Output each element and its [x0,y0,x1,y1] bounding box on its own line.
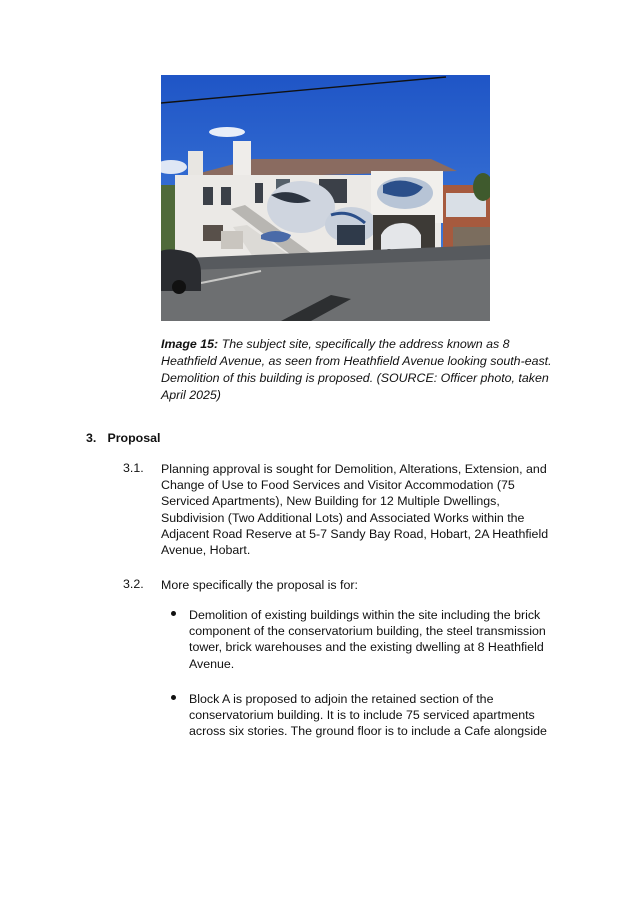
paragraph-number: 3.1. [123,461,144,475]
bullet-item: Block A is proposed to adjoin the retained section of the conservatorium building. It is to include 75 serviced apartments across six stories. The ground floor is to include a Cafe alongside [189,692,547,739]
paragraph-text: More specifically the proposal is for: [161,578,358,592]
site-photo [161,75,490,321]
bullet-item: Demolition of existing buildings within the site including the brick component of the conservatorium building, the steel transmission tower, brick warehouses and the existing dwelling at 8 Heathfield Avenue. [189,608,546,671]
paragraph-number: 3.2. [123,577,144,591]
paragraph-text: Planning approval is sought for Demolition, Alterations, Extension, and Change of Use to Food Services and Visitor Accommodation (75 Serviced Apartments), New Building for 12 Multiple Dwellings, Subdivision (Two Additional Lots) and Associated Works within the Adjacent Road Reserve at 5-7 Sandy Bay Road, Hobart, 2A Heathfield Avenue, Hobart. [161,462,549,558]
section-number: 3. [86,431,97,445]
bullet-icon [171,695,176,700]
section-title: Proposal [107,431,161,445]
figure-caption [161,336,561,404]
bullet-icon [171,611,176,616]
section-heading [86,431,160,445]
caption-text: The subject site, specifically the address known as 8 Heathfield Avenue, as seen from Heathfield Avenue looking south-east. Demolition of this building is proposed. (SOURCE: Officer photo, taken April 2025) [161,337,552,402]
caption-label: Image 15: [161,337,219,351]
